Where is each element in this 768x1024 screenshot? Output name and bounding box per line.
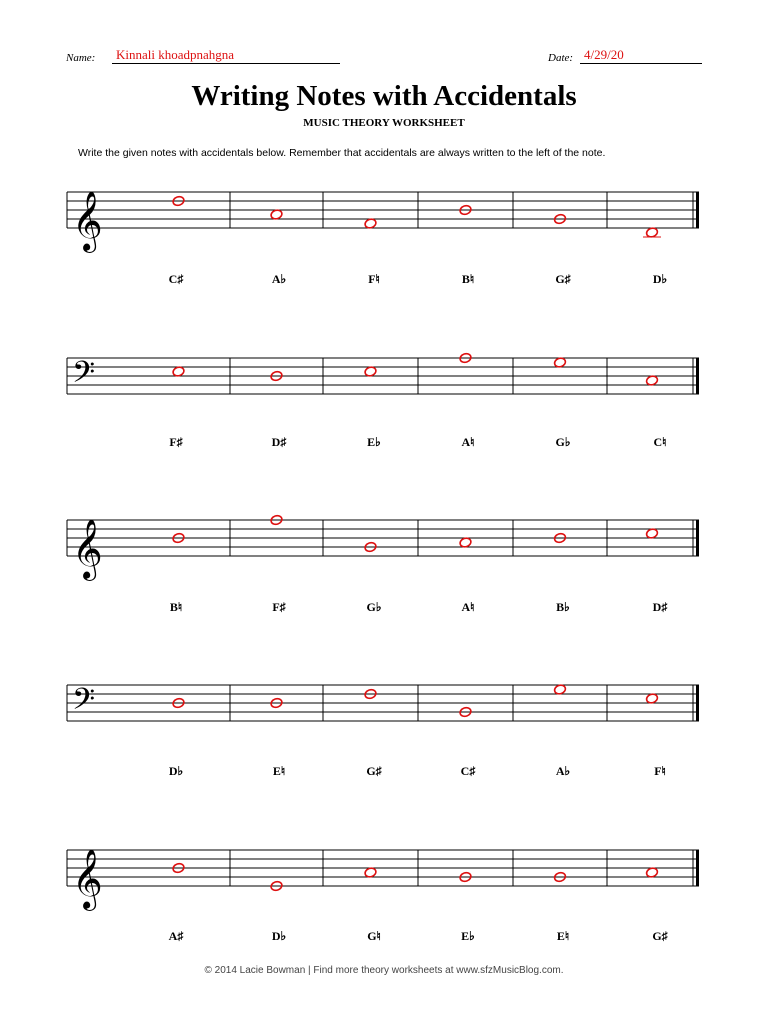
treble-clef-icon: 𝄞: [72, 849, 103, 909]
whole-note: [553, 684, 566, 695]
whole-note: [364, 218, 377, 229]
note-label: E♭: [367, 435, 381, 449]
final-barline-thick: [696, 850, 699, 886]
note-label: A♮: [461, 435, 475, 449]
staff-5: [0, 830, 768, 910]
whole-note: [645, 528, 658, 539]
staff-1: [0, 172, 768, 252]
staff-2: [0, 338, 768, 418]
final-barline-thick: [696, 520, 699, 556]
final-barline-thick: [696, 358, 699, 394]
note-label: A♮: [461, 600, 475, 614]
final-barline-thick: [696, 685, 699, 721]
whole-note: [459, 537, 472, 548]
final-barline-thick: [696, 192, 699, 228]
note-label: A♭: [555, 764, 571, 778]
page-title: Writing Notes with Accidentals: [191, 80, 577, 112]
note-label: G♯: [366, 764, 382, 778]
whole-note: [553, 357, 566, 368]
note-label: B♮: [169, 600, 183, 614]
note-label: E♮: [556, 929, 570, 943]
note-label: A♯: [168, 929, 184, 943]
note-label: F♮: [368, 272, 380, 286]
whole-note: [645, 375, 658, 386]
staff-4: [0, 665, 768, 745]
note-label: G♯: [652, 929, 668, 943]
page-subtitle: MUSIC THEORY WORKSHEET: [303, 117, 465, 129]
footer: © 2014 Lacie Bowman | Find more theory worksheets at www.sfzMusicBlog.com.: [204, 965, 564, 976]
date-label: Date:: [548, 52, 574, 64]
date-field[interactable]: 4/29/20: [580, 47, 702, 64]
note-label: D♭: [271, 929, 287, 943]
note-label: D♭: [168, 764, 184, 778]
note-label: G♭: [555, 435, 571, 449]
note-label: A♭: [271, 272, 287, 286]
note-label: F♯: [169, 435, 183, 449]
note-label: F♮: [654, 764, 666, 778]
note-label: E♮: [272, 764, 286, 778]
note-label: C♯: [168, 272, 184, 286]
whole-note: [364, 366, 377, 377]
note-label: C♮: [653, 435, 667, 449]
note-label: D♭: [652, 272, 668, 286]
whole-note: [172, 366, 185, 377]
name-label: Name:: [66, 52, 96, 64]
note-label: G♭: [366, 600, 382, 614]
note-label: F♯: [272, 600, 286, 614]
treble-clef-icon: 𝄞: [72, 519, 103, 579]
note-label: D♯: [271, 435, 287, 449]
note-label: G♯: [555, 272, 571, 286]
treble-clef-icon: 𝄞: [72, 191, 103, 251]
instructions: Write the given notes with accidentals below. Remember that accidentals are always written to the left of the note.: [78, 147, 606, 159]
note-label: G♮: [367, 929, 381, 943]
name-field[interactable]: Kinnali khoadpnahgna: [112, 47, 340, 64]
whole-note: [645, 227, 658, 238]
note-label: D♯: [652, 600, 668, 614]
whole-note: [645, 693, 658, 704]
note-label: C♯: [460, 764, 476, 778]
note-label: B♭: [556, 600, 570, 614]
whole-note: [645, 867, 658, 878]
note-label: B♮: [461, 272, 475, 286]
bass-clef-icon: 𝄢: [72, 356, 96, 397]
bass-clef-icon: 𝄢: [72, 683, 96, 724]
whole-note: [364, 867, 377, 878]
note-label: E♭: [461, 929, 475, 943]
staff-3: [0, 500, 768, 580]
whole-note: [270, 209, 283, 220]
